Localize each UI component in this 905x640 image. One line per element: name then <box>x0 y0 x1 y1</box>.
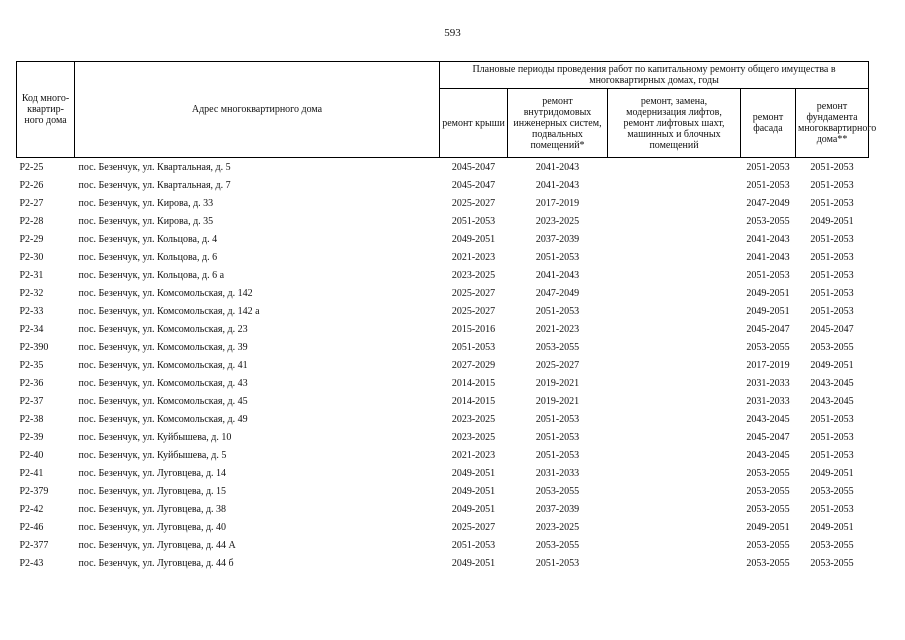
cell-address: пос. Безенчук, ул. Луговцева, д. 40 <box>78 521 227 533</box>
table-row <box>17 338 869 356</box>
table-header <box>17 62 877 158</box>
table-row <box>17 410 869 428</box>
cell-systems: 2051-2053 <box>535 431 580 443</box>
cell-systems: 2051-2053 <box>535 413 580 425</box>
cell-systems: 2023-2025 <box>535 521 580 533</box>
cell-foundation: 2051-2053 <box>810 197 854 209</box>
cell-foundation: 2053-2055 <box>810 341 854 353</box>
cell-code: Р2-29 <box>19 233 44 245</box>
cell-foundation: 2053-2055 <box>810 557 854 569</box>
cell-roof: 2045-2047 <box>451 179 496 191</box>
table-row <box>17 248 869 266</box>
cell-facade: 2031-2033 <box>746 377 790 389</box>
cell-address: пос. Безенчук, ул. Луговцева, д. 14 <box>78 467 227 479</box>
cell-facade: 2031-2033 <box>746 395 790 407</box>
cell-foundation: 2051-2053 <box>810 449 854 461</box>
header-lifts: ремонт, замена, модернизация лифтов, ремонт лифтовых шахт, машинных и блочных помещений <box>608 89 741 158</box>
cell-systems: 2053-2055 <box>535 341 580 353</box>
table-row <box>17 392 869 410</box>
cell-systems: 2041-2043 <box>535 269 580 281</box>
cell-address: пос. Безенчук, ул. Луговцева, д. 15 <box>78 485 227 497</box>
cell-roof: 2025-2027 <box>451 521 496 533</box>
cell-facade: 2047-2049 <box>746 197 790 209</box>
cell-facade: 2053-2055 <box>746 215 790 227</box>
table-row <box>17 464 869 482</box>
cell-roof: 2014-2015 <box>451 377 496 389</box>
header-address: Адрес многоквартирного дома <box>75 62 440 158</box>
cell-facade: 2051-2053 <box>746 179 790 191</box>
cell-address: пос. Безенчук, ул. Комсомольская, д. 142 <box>78 287 253 299</box>
cell-roof: 2027-2029 <box>451 359 496 371</box>
cell-roof: 2049-2051 <box>451 503 496 515</box>
cell-address: пос. Безенчук, ул. Комсомольская, д. 43 <box>78 377 248 389</box>
table-row <box>17 536 869 554</box>
cell-systems: 2041-2043 <box>508 158 608 177</box>
cell-foundation: 2049-2051 <box>810 215 854 227</box>
cell-address: пос. Безенчук, ул. Куйбышева, д. 5 <box>78 449 227 461</box>
cell-foundation: 2051-2053 <box>796 158 869 177</box>
table-row <box>17 500 869 518</box>
table-row <box>17 176 869 194</box>
cell-address: пос. Безенчук, ул. Квартальная, д. 7 <box>78 179 231 191</box>
cell-facade: 2053-2055 <box>746 341 790 353</box>
cell-lifts <box>608 446 741 464</box>
cell-code: Р2-37 <box>19 395 44 407</box>
cell-facade: 2053-2055 <box>746 539 790 551</box>
cell-facade: 2045-2047 <box>746 323 790 335</box>
cell-foundation: 2051-2053 <box>810 413 854 425</box>
cell-systems: 2051-2053 <box>535 449 580 461</box>
cell-systems: 2051-2053 <box>535 557 580 569</box>
cell-address: пос. Безенчук, ул. Комсомольская, д. 41 <box>78 359 248 371</box>
cell-roof: 2045-2047 <box>440 158 508 177</box>
cell-systems: 2037-2039 <box>535 503 580 515</box>
cell-code: Р2-38 <box>19 413 44 425</box>
cell-systems: 2053-2055 <box>535 485 580 497</box>
cell-code: Р2-31 <box>19 269 44 281</box>
cell-foundation: 2051-2053 <box>810 305 854 317</box>
cell-address: пос. Безенчук, ул. Комсомольская, д. 49 <box>78 413 248 425</box>
cell-facade: 2053-2055 <box>746 485 790 497</box>
cell-address: пос. Безенчук, ул. Куйбышева, д. 10 <box>78 431 232 443</box>
cell-address: пос. Безенчук, ул. Кольцова, д. 4 <box>78 233 218 245</box>
cell-code: Р2-28 <box>19 215 44 227</box>
cell-facade: 2051-2053 <box>741 158 796 177</box>
cell-systems: 2031-2033 <box>535 467 580 479</box>
cell-roof: 2014-2015 <box>451 395 496 407</box>
cell-facade: 2043-2045 <box>746 413 790 425</box>
cell-address: пос. Безенчук, ул. Комсомольская, д. 39 <box>78 341 248 353</box>
cell-code: Р2-35 <box>19 359 44 371</box>
cell-systems: 2019-2021 <box>535 377 580 389</box>
cell-facade: 2049-2051 <box>746 287 790 299</box>
cell-address: пос. Безенчук, ул. Комсомольская, д. 45 <box>78 395 248 407</box>
cell-foundation: 2051-2053 <box>810 431 854 443</box>
cell-lifts <box>608 194 741 212</box>
cell-address: пос. Безенчук, ул. Луговцева, д. 44 б <box>78 557 234 569</box>
cell-code: Р2-41 <box>19 467 44 479</box>
cell-lifts <box>608 356 741 374</box>
table-row <box>17 158 869 177</box>
cell-lifts <box>608 212 741 230</box>
cell-roof: 2015-2016 <box>451 323 496 335</box>
cell-code: Р2-36 <box>19 377 44 389</box>
cell-code: Р2-379 <box>19 485 49 497</box>
cell-lifts <box>608 176 741 194</box>
cell-foundation: 2045-2047 <box>810 323 854 335</box>
cell-facade: 2043-2045 <box>746 449 790 461</box>
cell-lifts <box>608 158 741 177</box>
cell-roof: 2051-2053 <box>451 341 496 353</box>
cell-roof: 2025-2027 <box>451 197 496 209</box>
header-facade: ремонт фасада <box>741 89 796 158</box>
cell-address: пос. Безенчук, ул. Кольцова, д. 6 а <box>78 269 225 281</box>
cell-code: Р2-377 <box>19 539 49 551</box>
cell-roof: 2051-2053 <box>451 539 496 551</box>
cell-foundation: 2049-2051 <box>810 467 854 479</box>
cell-roof: 2023-2025 <box>451 431 496 443</box>
cell-roof: 2023-2025 <box>451 269 496 281</box>
cell-roof: 2049-2051 <box>451 467 496 479</box>
table-row <box>17 374 869 392</box>
header-code: Код много-квартир-ного дома <box>17 62 75 158</box>
table-row <box>17 356 869 374</box>
table-row <box>17 230 869 248</box>
cell-roof: 2021-2023 <box>451 449 496 461</box>
cell-facade: 2053-2055 <box>746 503 790 515</box>
cell-lifts <box>608 320 741 338</box>
header-roof: ремонт крыши <box>440 89 508 158</box>
cell-foundation: 2051-2053 <box>810 179 854 191</box>
cell-facade: 2049-2051 <box>746 521 790 533</box>
cell-lifts <box>608 392 741 410</box>
cell-foundation: 2049-2051 <box>810 521 854 533</box>
cell-facade: 2045-2047 <box>746 431 790 443</box>
cell-code: Р2-42 <box>19 503 44 515</box>
header-periods: Плановые периоды проведения работ по капитальному ремонту общего имущества в многоквартирных домах, годы <box>440 62 869 89</box>
cell-roof: 2051-2053 <box>451 215 496 227</box>
table-row <box>17 266 869 284</box>
cell-address: пос. Безенчук, ул. Квартальная, д. 5 <box>75 158 440 177</box>
cell-facade: 2041-2043 <box>746 233 790 245</box>
table-body <box>17 158 869 573</box>
cell-lifts <box>608 302 741 320</box>
cell-code: Р2-43 <box>19 557 44 569</box>
cell-code: Р2-39 <box>19 431 44 443</box>
table-row <box>17 482 869 500</box>
cell-foundation: 2051-2053 <box>810 503 854 515</box>
table-row <box>17 194 869 212</box>
cell-systems: 2053-2055 <box>535 539 580 551</box>
cell-foundation: 2051-2053 <box>810 269 854 281</box>
cell-foundation: 2051-2053 <box>810 287 854 299</box>
cell-systems: 2047-2049 <box>535 287 580 299</box>
cell-foundation: 2043-2045 <box>810 377 854 389</box>
cell-address: пос. Безенчук, ул. Кирова, д. 35 <box>78 215 214 227</box>
cell-facade: 2053-2055 <box>746 557 790 569</box>
cell-lifts <box>608 230 741 248</box>
cell-facade: 2053-2055 <box>746 467 790 479</box>
cell-lifts <box>608 284 741 302</box>
cell-facade: 2049-2051 <box>746 305 790 317</box>
table-row <box>17 302 869 320</box>
cell-roof: 2021-2023 <box>451 251 496 263</box>
cell-code: Р2-46 <box>19 521 44 533</box>
cell-address: пос. Безенчук, ул. Луговцева, д. 38 <box>78 503 227 515</box>
table-row <box>17 284 869 302</box>
cell-facade: 2051-2053 <box>746 269 790 281</box>
cell-lifts <box>608 536 741 554</box>
table-row <box>17 320 869 338</box>
cell-lifts <box>608 266 741 284</box>
cell-lifts <box>608 248 741 266</box>
table-row <box>17 212 869 230</box>
page-number: 593 <box>444 27 461 39</box>
cell-address: пос. Безенчук, ул. Луговцева, д. 44 А <box>78 539 236 551</box>
cell-lifts <box>608 428 741 446</box>
cell-code: Р2-40 <box>19 449 44 461</box>
cell-roof: 2049-2051 <box>451 233 496 245</box>
cell-code: Р2-26 <box>19 179 44 191</box>
capital-repair-table <box>16 61 877 572</box>
cell-lifts <box>608 410 741 428</box>
cell-systems: 2041-2043 <box>535 179 580 191</box>
cell-foundation: 2049-2051 <box>810 359 854 371</box>
cell-lifts <box>608 482 741 500</box>
cell-address: пос. Безенчук, ул. Кольцова, д. 6 <box>78 251 218 263</box>
cell-lifts <box>608 554 741 572</box>
cell-code: Р2-32 <box>19 287 44 299</box>
cell-code: Р2-390 <box>19 341 49 353</box>
cell-foundation: 2043-2045 <box>810 395 854 407</box>
header-systems: ремонт внутридомовых инженерных систем, подвальных помещений* <box>508 89 608 158</box>
cell-roof: 2025-2027 <box>451 287 496 299</box>
cell-code: Р2-27 <box>19 197 44 209</box>
cell-systems: 2037-2039 <box>535 233 580 245</box>
cell-address: пос. Безенчук, ул. Кирова, д. 33 <box>78 197 214 209</box>
cell-foundation: 2053-2055 <box>810 539 854 551</box>
cell-systems: 2051-2053 <box>535 251 580 263</box>
cell-foundation: 2051-2053 <box>810 233 854 245</box>
cell-lifts <box>608 518 741 536</box>
cell-roof: 2049-2051 <box>451 557 496 569</box>
cell-code: Р2-25 <box>17 158 75 177</box>
cell-facade: 2017-2019 <box>746 359 790 371</box>
cell-systems: 2019-2021 <box>535 395 580 407</box>
cell-lifts <box>608 338 741 356</box>
cell-lifts <box>608 464 741 482</box>
cell-systems: 2025-2027 <box>535 359 580 371</box>
table-row <box>17 446 869 464</box>
cell-lifts <box>608 374 741 392</box>
cell-systems: 2051-2053 <box>535 305 580 317</box>
cell-code: Р2-30 <box>19 251 44 263</box>
cell-address: пос. Безенчук, ул. Комсомольская, д. 142 а <box>78 305 260 317</box>
table-row <box>17 518 869 536</box>
cell-roof: 2023-2025 <box>451 413 496 425</box>
table-row <box>17 554 869 572</box>
cell-address: пос. Безенчук, ул. Комсомольская, д. 23 <box>78 323 248 335</box>
cell-facade: 2041-2043 <box>746 251 790 263</box>
cell-code: Р2-34 <box>19 323 44 335</box>
cell-roof: 2025-2027 <box>451 305 496 317</box>
table-row <box>17 428 869 446</box>
cell-foundation: 2053-2055 <box>810 485 854 497</box>
header-foundation: ремонт фундамента многоквартирного дома** <box>796 89 869 158</box>
cell-foundation: 2051-2053 <box>810 251 854 263</box>
cell-systems: 2017-2019 <box>535 197 580 209</box>
cell-lifts <box>608 500 741 518</box>
cell-systems: 2021-2023 <box>535 323 580 335</box>
cell-systems: 2023-2025 <box>535 215 580 227</box>
cell-code: Р2-33 <box>19 305 44 317</box>
cell-roof: 2049-2051 <box>451 485 496 497</box>
